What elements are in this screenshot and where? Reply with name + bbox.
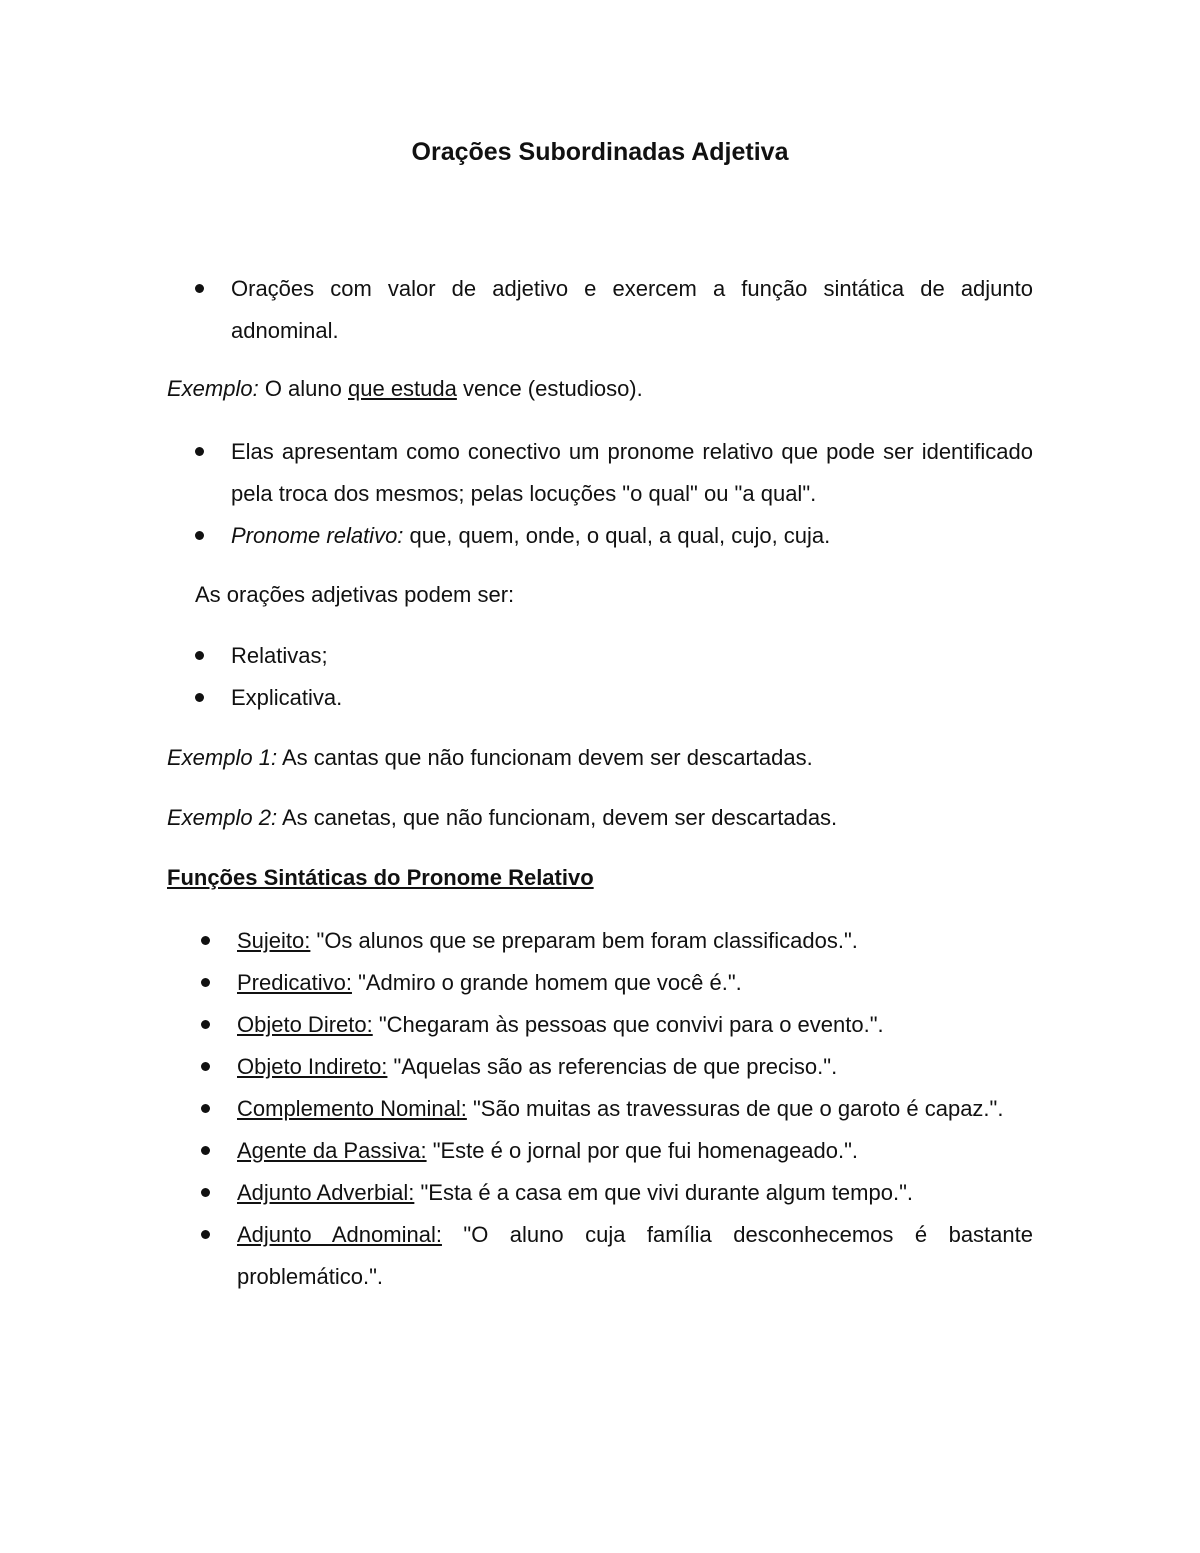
list-item (237, 1004, 1033, 1046)
section-heading: Funções Sintáticas do Pronome Relativo (167, 865, 594, 890)
function-example: "Este é o jornal por que fui homenageado.". (426, 1138, 859, 1163)
example-line (167, 374, 643, 404)
bullet-icon (201, 936, 210, 945)
bullet-icon (201, 1062, 210, 1071)
function-label: Adjunto Adverbial: (237, 1180, 415, 1205)
function-example: "Esta é a casa em que vivi durante algum tempo.". (414, 1180, 913, 1205)
bullet-icon (201, 1020, 210, 1029)
list-item (237, 962, 1033, 1004)
function-example: "Chegaram às pessoas que convivi para o evento.". (372, 1012, 884, 1037)
example-1-label: Exemplo 1: (167, 745, 278, 770)
pronoun-label: Pronome relativo: (231, 523, 404, 548)
function-label: Objeto Direto: (237, 1012, 373, 1037)
example-2-line (167, 803, 837, 833)
bullet-icon (201, 1230, 210, 1239)
example-text-after: vence (estudioso). (456, 376, 643, 401)
list-item (237, 1172, 1033, 1214)
example-2-label: Exemplo 2: (167, 805, 278, 830)
functions-list (237, 920, 1033, 1298)
bullet-icon (201, 1146, 210, 1155)
list-item (237, 1130, 1033, 1172)
function-example: "Aquelas são as referencias de que preciso.". (387, 1054, 838, 1079)
list-item (237, 920, 1033, 962)
list-item (231, 431, 1033, 515)
function-label: Agente da Passiva: (237, 1138, 427, 1163)
relative-pronoun-list (231, 431, 1033, 557)
list-item (231, 677, 1033, 719)
function-label: Objeto Indireto: (237, 1054, 388, 1079)
example-text-before: O aluno (258, 376, 348, 401)
page-title: Orações Subordinadas Adjetiva (411, 138, 789, 166)
bullet-icon (195, 531, 204, 540)
list-item (237, 1088, 1033, 1130)
list-item (231, 635, 1033, 677)
list-item (237, 1046, 1033, 1088)
function-label: Adjunto Adnominal: (237, 1222, 442, 1247)
function-example: "São muitas as travessuras de que o garoto é capaz.". (466, 1096, 1004, 1121)
example-2-text: As canetas, que não funcionam, devem ser descartadas. (277, 805, 838, 830)
pronoun-list-text: que, quem, onde, o qual, a qual, cujo, cuja. (403, 523, 831, 548)
list-item (231, 515, 1033, 557)
example-label: Exemplo: (167, 376, 259, 401)
list-item (231, 268, 1033, 352)
bullet-icon (195, 447, 204, 456)
intro-list (231, 268, 1033, 352)
example-1-text: As cantas que não funcionam devem ser descartadas. (277, 745, 813, 770)
list-item (237, 1214, 1033, 1298)
example-1-line (167, 743, 813, 773)
type-item: Explicativa. (231, 685, 343, 710)
function-example: "O aluno cuja família desconhecemos é bastante problemático.". (237, 1222, 1033, 1289)
types-intro: As orações adjetivas podem ser: (195, 582, 515, 607)
function-label: Sujeito: (237, 928, 311, 953)
intro-bullet-text: Orações com valor de adjetivo e exercem a função sintática de adjunto adnominal. (231, 276, 1033, 343)
function-example: "Os alunos que se preparam bem foram classificados.". (310, 928, 858, 953)
connective-bullet-text: Elas apresentam como conectivo um pronome relativo que pode ser identificado pela troca dos mesmos; pelas locuções "o qual" ou "a qual". (231, 439, 1033, 506)
example-underlined: que estuda (348, 376, 457, 401)
function-example: "Admiro o grande homem que você é.". (351, 970, 742, 995)
types-list (231, 635, 1033, 719)
function-label: Predicativo: (237, 970, 352, 995)
bullet-icon (195, 651, 204, 660)
bullet-icon (201, 1188, 210, 1197)
function-label: Complemento Nominal: (237, 1096, 467, 1121)
bullet-icon (201, 978, 210, 987)
bullet-icon (201, 1104, 210, 1113)
bullet-icon (195, 284, 204, 293)
bullet-icon (195, 693, 204, 702)
type-item: Relativas; (231, 643, 328, 668)
